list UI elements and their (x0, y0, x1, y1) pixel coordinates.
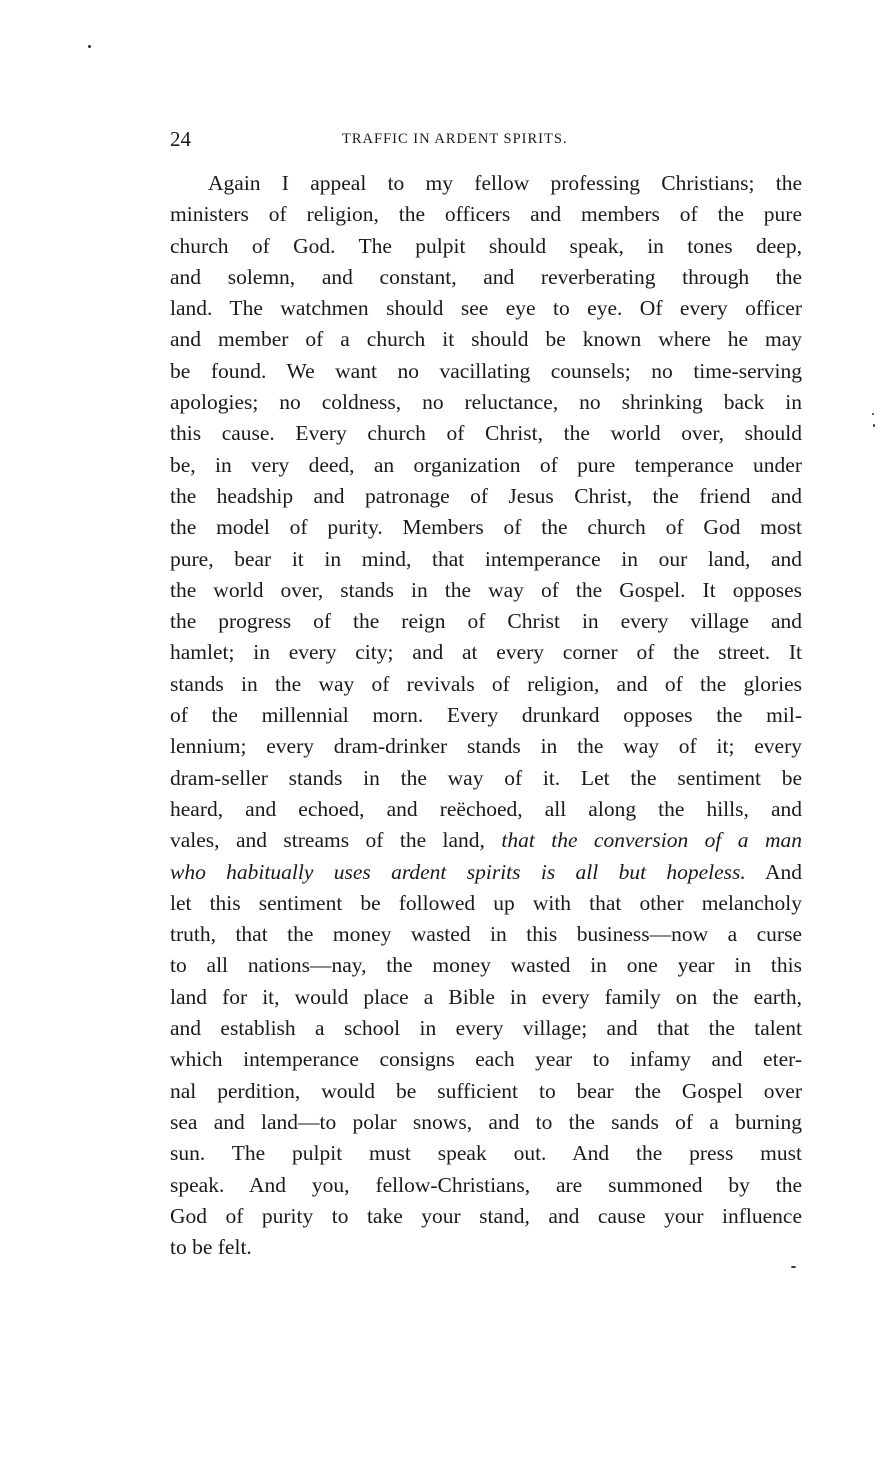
text-line: apologies; no coldness, no reluctance, no shrinking back in (170, 390, 802, 415)
body-text (170, 168, 802, 1263)
text-line: the world over, stands in the way of the Gospel. It opposes (170, 577, 802, 602)
text-line: stands in the way of revivals of religion, and of the glories (170, 671, 802, 696)
text-line: and solemn, and constant, and reverberating through the (170, 264, 802, 289)
text-line: truth, that the money wasted in this business—now a curse (170, 922, 802, 947)
scan-speck (872, 413, 874, 415)
page-header (170, 122, 802, 156)
text-line: sea and land—to polar snows, and to the sands of a burning (170, 1109, 802, 1134)
text-line: the progress of the reign of Christ in every village and (170, 609, 802, 634)
text-line: be, in very deed, an organization of pure temperance under (170, 452, 802, 477)
text-line: Again I appeal to my fellow professing Christians; the (208, 171, 802, 195)
italic-segment: that the conversion of a man (501, 828, 802, 853)
text-line: speak. And you, fellow-Christians, are summoned by the (170, 1172, 802, 1197)
text-line: this cause. Every church of Christ, the world over, should (170, 421, 802, 446)
text-line: sun. The pulpit must speak out. And the press must (170, 1141, 802, 1166)
text-line: church of God. The pulpit should speak, in tones deep, (170, 233, 802, 258)
italic-segment: who habitually uses ardent spirits is all but hopeless. (170, 859, 746, 884)
text-segment: vales, and streams of the land, (170, 828, 485, 853)
text-line: dram-seller stands in the way of it. Let the sentiment be (170, 765, 802, 790)
text-line: ministers of religion, the officers and members of the pure (170, 202, 802, 227)
text-line-with-italic (170, 857, 802, 888)
text-line: the headship and patronage of Jesus Christ, the friend and (170, 483, 802, 508)
text-line: hamlet; in every city; and at every corner of the street. It (170, 640, 802, 665)
text-line: and member of a church it should be known where he may (170, 327, 802, 352)
last-text-line: to be felt. (170, 1235, 252, 1260)
text-line: of the millennial morn. Every drunkard opposes the mil- (170, 703, 802, 728)
text-line: which intemperance consigns each year to infamy and eter- (170, 1047, 802, 1072)
text-line: land. The watchmen should see eye to eye. Of every officer (170, 296, 802, 321)
text-line: pure, bear it in mind, that intemperance in our land, and (170, 546, 802, 571)
text-line: and establish a school in every village; and that the talent (170, 1016, 802, 1041)
text-line: heard, and echoed, and reëchoed, all along the hills, and (170, 796, 802, 821)
scan-speck (791, 1266, 796, 1268)
text-line: let this sentiment be followed up with that other melancholy (170, 890, 802, 915)
text-line: lennium; every dram-drinker stands in the way of it; every (170, 734, 802, 759)
text-line: nal perdition, would be sufficient to bear the Gospel over (170, 1078, 802, 1103)
text-line: to all nations—nay, the money wasted in one year in this (170, 953, 802, 978)
text-line: God of purity to take your stand, and cause your influence (170, 1203, 802, 1228)
text-line: land for it, would place a Bible in every family on the earth, (170, 984, 802, 1009)
scan-speck (88, 45, 91, 48)
running-head: TRAFFIC IN ARDENT SPIRITS. (342, 131, 568, 147)
text-line-with-italic (170, 825, 802, 856)
scan-speck (873, 424, 875, 427)
page-number: 24 (170, 127, 191, 151)
text-line: the model of purity. Members of the church of God most (170, 515, 802, 540)
text-line: be found. We want no vacillating counsels; no time-serving (170, 358, 802, 383)
text-segment: And (764, 859, 802, 884)
